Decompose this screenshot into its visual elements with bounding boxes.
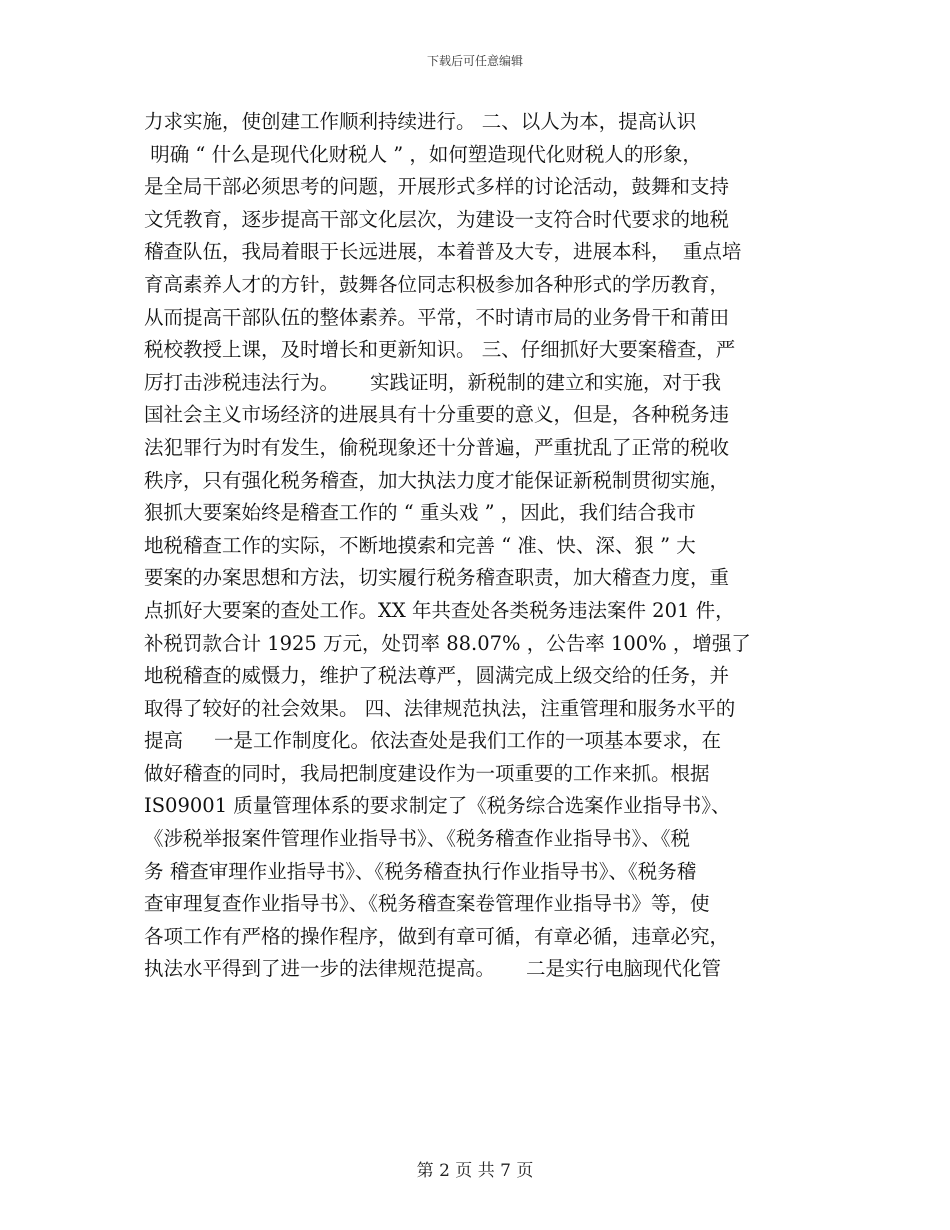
- text-line: 要案的办案思想和方法，切实履行税务稽查职责，加大稽查力度，重: [144, 566, 730, 590]
- text-line: 秩序，只有强化税务稽查，加大执法力度才能保证新税制贯彻实施，: [144, 468, 730, 492]
- text-line: 《涉税举报案件管理作业指导书》、《税务稽查作业指导书》、《税: [144, 827, 691, 851]
- text-line: 补税罚款合计 1925 万元，处罚率 88.07% ，公告率 100% ，增强了: [144, 631, 751, 655]
- text-line: 取得了较好的社会效果。 四、法律规范执法，注重管理和服务水平的: [144, 696, 736, 720]
- text-line: 育高素养人才的方针，鼓舞各位同志积极参加各种形式的学历教育，: [144, 272, 730, 296]
- text-line: 地税稽查工作的实际，不断地摸索和完善 “ 准、快、深、狠 ” 大: [144, 533, 696, 557]
- text-line: 提高 一是工作制度化。依法查处是我们工作的一项基本要求，在: [144, 729, 721, 753]
- text-line: 务 稽查审理作业指导书》、《税务稽查执行作业指导书》、《税务稽: [144, 859, 697, 883]
- text-line: 力求实施，使创建工作顺利持续进行。 二、以人为本，提高认识: [144, 110, 697, 133]
- text-line: 各项工作有严格的操作程序，做到有章可循，有章必循，违章必究，: [144, 924, 730, 948]
- text-line: 是全局干部必须思考的问题，开展形式多样的讨论活动，鼓舞和支持: [144, 175, 730, 199]
- text-line: 法犯罪行为时有发生，偷税现象还十分普遍，严重扰乱了正常的税收: [144, 435, 730, 459]
- text-line: 狠抓大要案始终是稽查工作的 “ 重头戏 ” ，因此，我们结合我市: [144, 501, 696, 525]
- text-line: 税校教授上课，及时增长和更新知识。 三、仔细抓好大要案稽查，严: [144, 338, 736, 362]
- document-body: [144, 106, 806, 986]
- text-line: 明确 “ 什么是现代化财税人 ” ，如何塑造现代化财税人的形象，: [144, 142, 702, 166]
- text-line: 查审理复查作业指导书》、《税务稽查案卷管理作业指导书》等，使: [144, 892, 710, 916]
- text-line: 做好稽查的同时，我局把制度建设作为一项重要的工作来抓。根据: [144, 761, 710, 785]
- header-note: 下载后可任意编辑: [426, 54, 523, 68]
- text-line: 厉打击涉税违法行为。 实践证明，新税制的建立和实施，对于我: [144, 370, 721, 394]
- text-line: 执法水平得到了进一步的法律规范提高。 二是实行电脑现代化管: [144, 957, 721, 981]
- text-line: 点抓好大要案的查处工作。XX 年共查处各类税务违法案件 201 件，: [144, 598, 735, 622]
- page-number: 第 2 页 共 7 页: [416, 1161, 534, 1181]
- text-line: 文凭教育，逐步提高干部文化层次，为建设一支符合时代要求的地税: [144, 207, 730, 231]
- text-line: 地税稽查的威慑力，维护了税法尊严，圆满完成上级交给的任务，并: [144, 664, 730, 688]
- text-line: 稽查队伍，我局着眼于长远进展，本着普及大专，进展本科， 重点培: [144, 240, 742, 264]
- text-line: 国社会主义市场经济的进展具有十分重要的意义，但是，各种税务违: [144, 403, 730, 427]
- text-line: IS09001 质量管理体系的要求制定了《税务综合选案作业指导书》、: [144, 794, 731, 818]
- text-line: 从而提高干部队伍的整体素养。平常，不时请市局的业务骨干和莆田: [144, 305, 730, 329]
